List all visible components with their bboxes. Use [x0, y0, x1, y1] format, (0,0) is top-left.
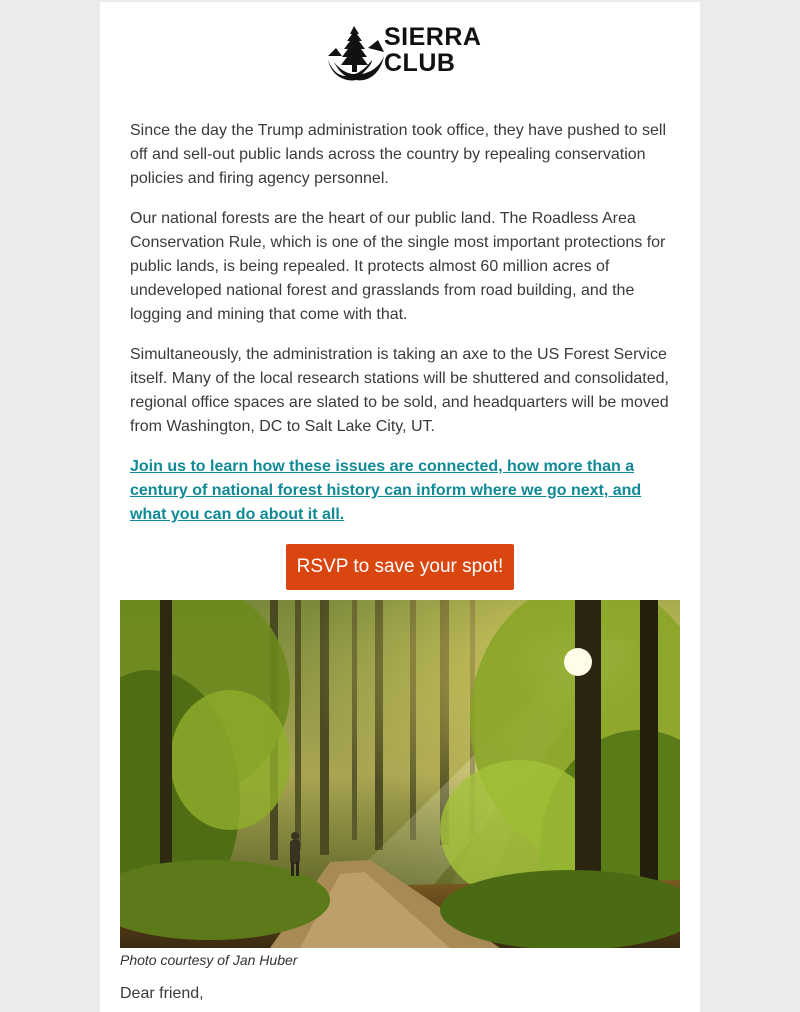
forest-photo [120, 600, 680, 948]
learn-more-link[interactable]: Join us to learn how these issues are connected, how more than a century of national forest history can inform where we go next, and what you can do about it all. [130, 458, 642, 523]
photo-caption: Photo courtesy of Jan Huber [120, 952, 298, 968]
logo-wordmark [384, 24, 484, 76]
logo-word-sierra: SIERRA [384, 23, 482, 51]
forest-path-image [120, 600, 680, 948]
rsvp-button[interactable]: RSVP to save your spot! [286, 544, 514, 590]
body-paragraph-2: Our national forests are the heart of our public land. The Roadless Area Conservation Rule, which is one of the single most important protections for public lands, is being repealed. It protects almost 60 million acres of undeveloped national forest and grasslands from road building, and the logging and mining that come with that. [130, 210, 666, 323]
sierra-club-logo[interactable] [326, 23, 482, 82]
body-paragraph-1: Since the day the Trump administration took office, they have pushed to sell off and sell-out public lands across the country by repealing conservation policies and firing agency personnel. [130, 122, 667, 187]
body-paragraph-3: Simultaneously, the administration is taking an axe to the US Forest Service itself. Many of the local research stations will be shuttered and consolidated, regional office spaces are slated to be sold, and headquarters will be moved from Washington, DC to Salt Lake City, UT. [130, 346, 669, 435]
logo-word-club: CLUB [384, 49, 456, 77]
email-card [100, 2, 700, 1012]
greeting-text: Dear friend, [120, 985, 204, 1002]
tree-logo-icon [326, 26, 386, 82]
